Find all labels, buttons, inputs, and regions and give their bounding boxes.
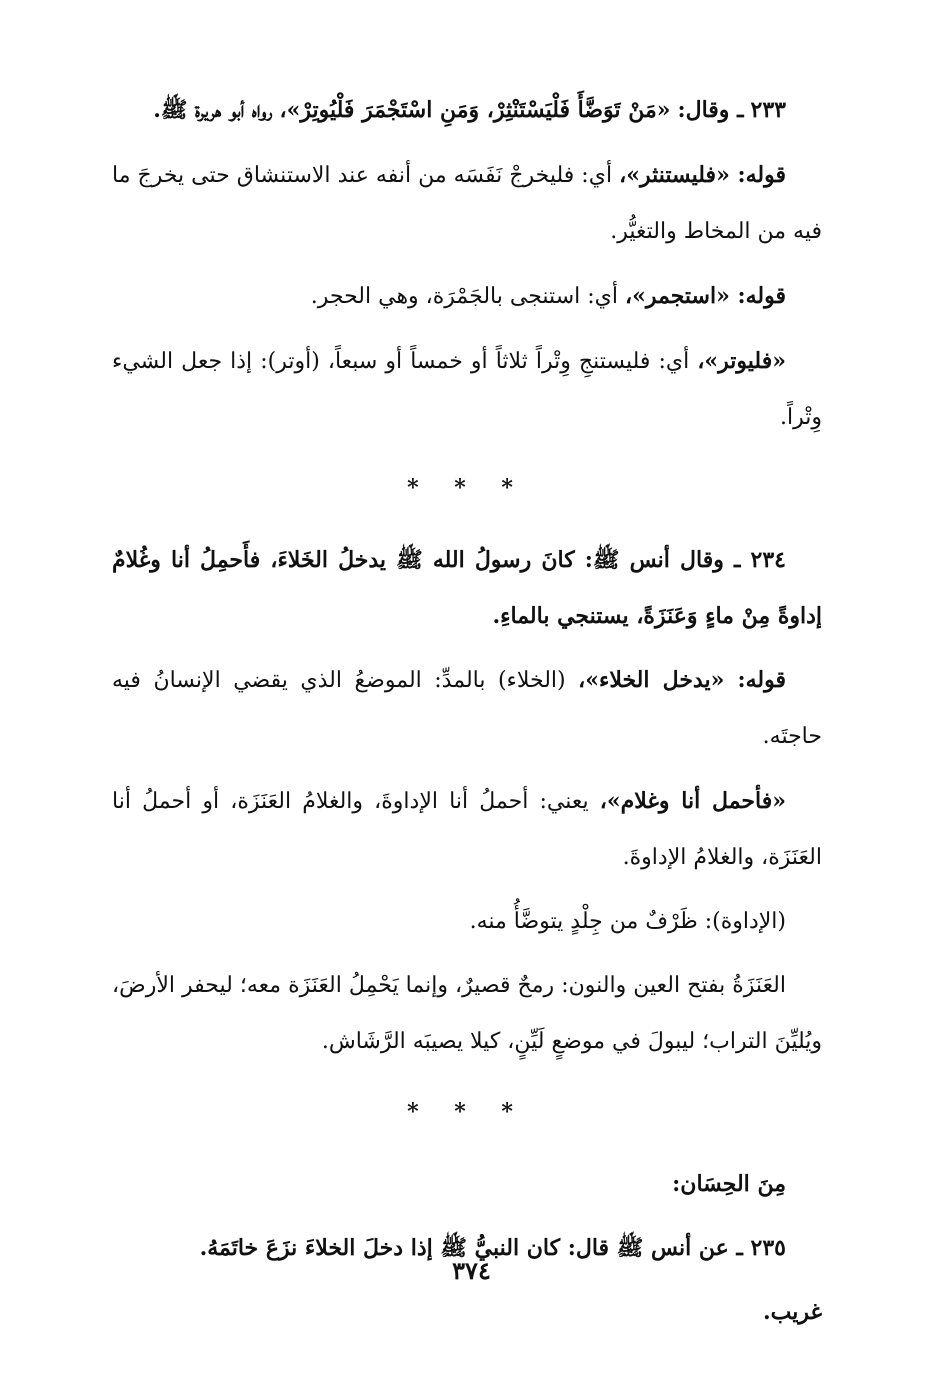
note-term: «فأحمل أنا وغلام»، [599,788,786,814]
note-paragraph [112,958,822,1070]
note-term: قوله: «استجمر»، [624,283,786,309]
hadith-234 [112,532,822,644]
note-paragraph [112,894,822,950]
note-text: يعني: أحملُ أنا الإداوةَ، والغلامُ العَنَزَة، أو أحملُ أنا العَنَزَة، والغلامُ الإداوةَ. [112,789,822,870]
note-text: العَنَزَةُ بفتح العين والنون: رمحٌ قصيرٌ، وإنما يَحْمِلُ العَنَزَة معه؛ ليحفر الأرضَ، ويُليِّنَ التراب؛ ليبولَ في موضعٍ لَيِّنٍ، كيلا يصيبَه الرَّشَاش. [112,973,822,1054]
hadith-narration: رواه أبو هريرة ﷺ. [153,97,273,123]
note-paragraph [112,147,822,260]
note-term: قوله: «فليستنثر»، [619,162,786,188]
note-text: (الإداوة): ظَرْفٌ من جِلْدٍ يتوضَّأُ منه. [469,909,786,934]
note-paragraph [112,773,822,886]
note-text: أي: فليخرجْ نَفَسَه من أنفه عند الاستنشاق حتى يخرجَ ما فيه من المخاط والتغيُّر. [112,163,822,244]
note-paragraph [112,268,822,325]
hadith-number: ٢٣٤ [750,547,786,573]
note-term: قوله: «يدخل الخلاء»، [578,667,787,693]
note-paragraph [112,333,822,446]
hadith-text: ـ وقال أنس ﷺ: كانَ رسولُ الله ﷺ يدخلُ الخَلاءَ، فأَحمِلُ أنا وغُلامٌ إداوةً مِنْ ماءٍ وَعَنَزَةً، يستنجي بالماءِ. [112,547,822,629]
hadith-number: ٢٣٥ [750,1235,786,1261]
page-body [112,82,822,1348]
section-heading: مِنَ الحِسَان: [672,1171,786,1197]
note-text: (الخلاء) بالمدِّ: الموضعُ الذي يقضي الإنسانُ فيه حاجتَه. [112,668,822,749]
note-paragraph [112,652,822,765]
note-text: أي: فليستنجِ وِتْراً ثلاثاً أو خمساً أو سبعاً، (أوتر): إذا جعل الشيء وِتْراً. [112,349,822,430]
section-separator: * * * [407,1099,527,1125]
hadith-text: ـ عن أنس ﷺ قال: كان النبيُّ ﷺ إذا دخلَ الخلاءَ نزَعَ خاتَمَهُ. [199,1235,743,1261]
hadith-233 [112,82,822,139]
note-text: أي: استنجى بالجَمْرَة، وهي الحجر. [310,284,618,309]
hadith-text: «مَنْ تَوَضَّأَ فَلْيَسْتَنْثِرْ، وَمَنِ اسْتَجْمَرَ فَلْيُوتِرْ»، [279,97,671,123]
hadith-intro: ـ وقال: [677,97,744,123]
hadith-number: ٢٣٣ [750,97,786,123]
hadith-grade: غريب. [762,1299,822,1325]
section-separator: * * * [407,475,527,501]
page-number: ٣٧٤ [452,1256,491,1285]
note-term: «فليوتر»، [697,348,786,374]
